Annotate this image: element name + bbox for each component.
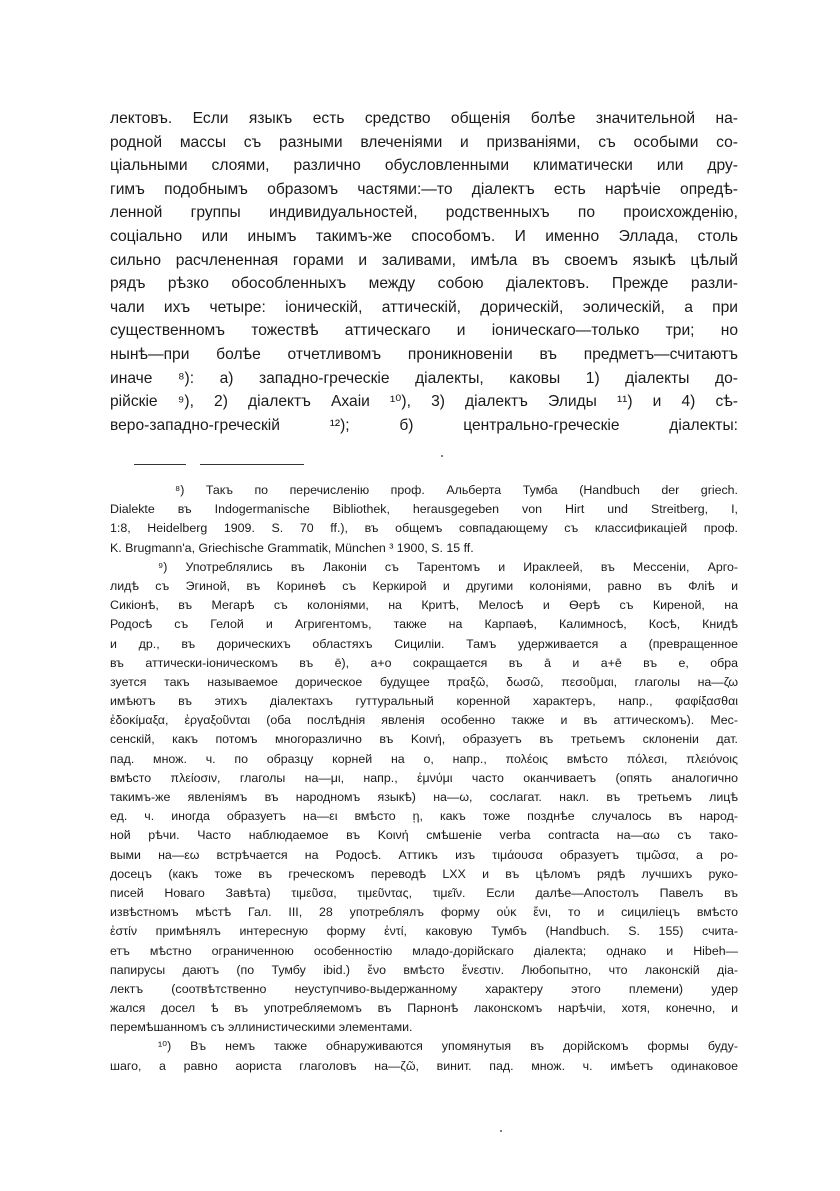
footnote-line: писей Новаго Завѣта) τιμεῦσα, τιμεῦντας, τιμεῖν. Если далѣе—Апостолъ Павелъ въ [110, 885, 738, 900]
footnote-line: вмѣсто πλείοσιν, глаголы на—μι, напр., ἐμνύμι часто оканчиваетъ (опять аналогично [110, 770, 738, 785]
footnote-line: лидѣ съ Эгиной, въ Коринѳѣ съ Керкирой и другими колоніями, равно въ Флiѣ и [110, 578, 738, 593]
footnote-separator [200, 464, 304, 465]
footnote-line: Родосѣ съ Гелой и Агригентомъ, также на Карпаѳѣ, Калимносѣ, Косѣ, Книдѣ [110, 617, 738, 632]
main-text-line: чали ихъ четыре: іоническій, аттическій, дорическій, эолическій, а при [110, 298, 738, 316]
footnotes-block [110, 481, 738, 1076]
footnote-line: такимъ-же явленіямъ въ народномъ языкѣ) на—ω, сослагат. накл. въ третьемъ лицѣ [110, 790, 738, 804]
footnote-line: шаго, а равно аориста глаголовъ на—ζῶ, винит. пад. множ. ч. имѣетъ одинаковое [110, 1058, 738, 1073]
footnote-line: пад. множ. ч. по образцу корней на ο, напр., πολέοις вмѣсто πόλεσι, πλειόνοις [110, 751, 738, 766]
footnote-line: ¹⁰) Въ немъ также обнаруживаются упомянутыя въ дорійскомъ формы буду- [158, 1039, 738, 1054]
main-text-line: гимъ подобнымъ образомъ частями:—то діалектъ есть нарѣчіе опредѣ- [110, 180, 738, 198]
main-text-line: лектовъ. Если языкъ есть средство общенія болѣе значительной на- [110, 110, 738, 127]
footnote-line: извѣстномъ мѣстѣ Гал. III, 28 употреблялъ форму οὐκ ἔνι, то и сицилiецъ вмѣсто [110, 905, 738, 920]
footnote-line: выми на—εω встрѣчается на Родосѣ. Аттикъ изъ τιμάουσα образуетъ τιμῶσα, а ро- [110, 847, 738, 862]
main-text-line: рійскіе ⁹), 2) діалектъ Ахаіи ¹⁰), 3) діалектъ Элиды ¹¹) и 4) сѣ- [110, 393, 738, 411]
footnote-line: въ аттически-іоническомъ въ ē), а+о сокращается въ ā и а+ē въ е, обра [110, 655, 738, 670]
main-text-line: веро-западно-греческій ¹²); б) центрально-греческіе діалекты: [110, 416, 738, 434]
footnote-line: перемѣшанномъ съ эллинистическими элементами. [110, 1020, 413, 1035]
footnote-line: ед. ч. иногда образуетъ на—ει вмѣсто ῃ, какъ тоже позднѣе случалось въ народ- [110, 809, 738, 824]
speck-mark [441, 455, 443, 457]
main-text-line: соціально или инымъ такимъ-же способомъ. И именно Эллада, столь [110, 227, 738, 245]
footnote-line: 1:8, Heidelberg 1909. S. 70 ff.), въ общемъ совпадающему съ классификацiей проф. [110, 521, 738, 536]
footnote-line: зуется такъ называемое дорическое будущее πραξῶ, δωσῶ, πεσοῦμαι, глаголы на—ζω [110, 674, 738, 689]
footnote-line: ⁸) Такъ по перечисленію проф. Альберта Тумба (Handbuch der griech. [175, 483, 738, 497]
main-text-line: ціальными слоями, различно обусловленными климатически или дру- [110, 157, 738, 175]
footnote-line: ⁹) Употреблялись въ Лаконіи съ Тарентомъ и Ираклеей, въ Мессеніи, Арго- [158, 559, 738, 574]
footnote-line: етъ мѣстно ограниченною особенностію младо-дорійскаго діалекта; однако и Hibeh— [110, 943, 738, 958]
footnote-line: ной рѣчи. Часто наблюдаемое въ Κοινή смѣшеніе verba contracta на—αω съ тако- [110, 828, 738, 843]
footnote-line: Dialekte въ Indogermanische Bibliothek, herausgegeben von Hirt und Streitberg, I, [110, 502, 738, 517]
footnote-line: K. Brugmann'a, Griechische Grammatik, München ³ 1900, S. 15 ff. [110, 540, 474, 555]
footnote-separator [134, 464, 186, 465]
main-text-line: существенномъ тожествѣ аттическаго и іоническаго—только три; но [110, 322, 738, 340]
main-text-line: иначе ⁸): а) западно-греческіе діалекты, каковы 1) діалекты до- [110, 369, 738, 387]
footnote-line: жался досел ѣ въ употребляемомъ въ Парнонѣ лаконскомъ нарѣчіи, хотя, конечно, и [110, 1001, 738, 1016]
footnote-line: ἐστίν примѣнялъ интересную форму ἐντί, каковую Тумбъ (Handbuch. S. 155) счита- [110, 924, 738, 939]
footnote-line: сенскій, какъ потомъ многоразлично въ Κοινή, образуетъ въ третьемъ склоненіи дат. [110, 732, 738, 747]
footnote-line: имѣютъ въ этихъ діалектахъ гуттуральный коренной характеръ, напр., φαφίξασθαι [110, 694, 738, 709]
footnote-line: ἐδοκίμαξα, ἐργαξοῦνται (оба послѣднія явленія особенно также и въ аттическомъ). Мес- [110, 713, 738, 728]
main-text-line: сильно расчлененная горами и заливами, имѣла въ своемъ языкѣ цѣлый [110, 251, 738, 269]
main-text-line: родной массы съ разными влеченіями и призваніями, съ особыми со- [110, 133, 738, 151]
footnote-line: лектъ (соотвѣтственно неуступчиво-выдержанному характеру этого племени) удер [110, 981, 738, 996]
footnote-line: Сикіонѣ, въ Мегарѣ съ колоніями, на Критѣ, Мелосѣ и Ѳерѣ съ Киреной, на [110, 598, 738, 613]
footnote-line: и др., въ дорическихъ областяхъ Сициліи. Тамъ удерживается а (превращенное [110, 636, 738, 651]
speck-mark [500, 1130, 502, 1132]
footnote-line: папирусы даютъ (по Тумбу ibid.) ἔνο вмѣсто ἔνεστιν. Любопытно, что лаконскій діа- [110, 962, 738, 977]
main-text-block [110, 107, 738, 437]
footnote-line: досецъ (какъ тоже въ греческомъ переводѣ LXX и въ цѣломъ рядѣ лучшихъ руко- [110, 866, 738, 881]
main-text-line: ленной группы индивидуальностей, родственныхъ по происхожденію, [110, 204, 738, 222]
main-text-line: рядъ рѣзко обособленныхъ между собою діалектовъ. Прежде разли- [110, 275, 738, 293]
main-text-line: нынѣ—при болѣе отчетливомъ проникновеніи въ предметъ—считаютъ [110, 345, 738, 363]
